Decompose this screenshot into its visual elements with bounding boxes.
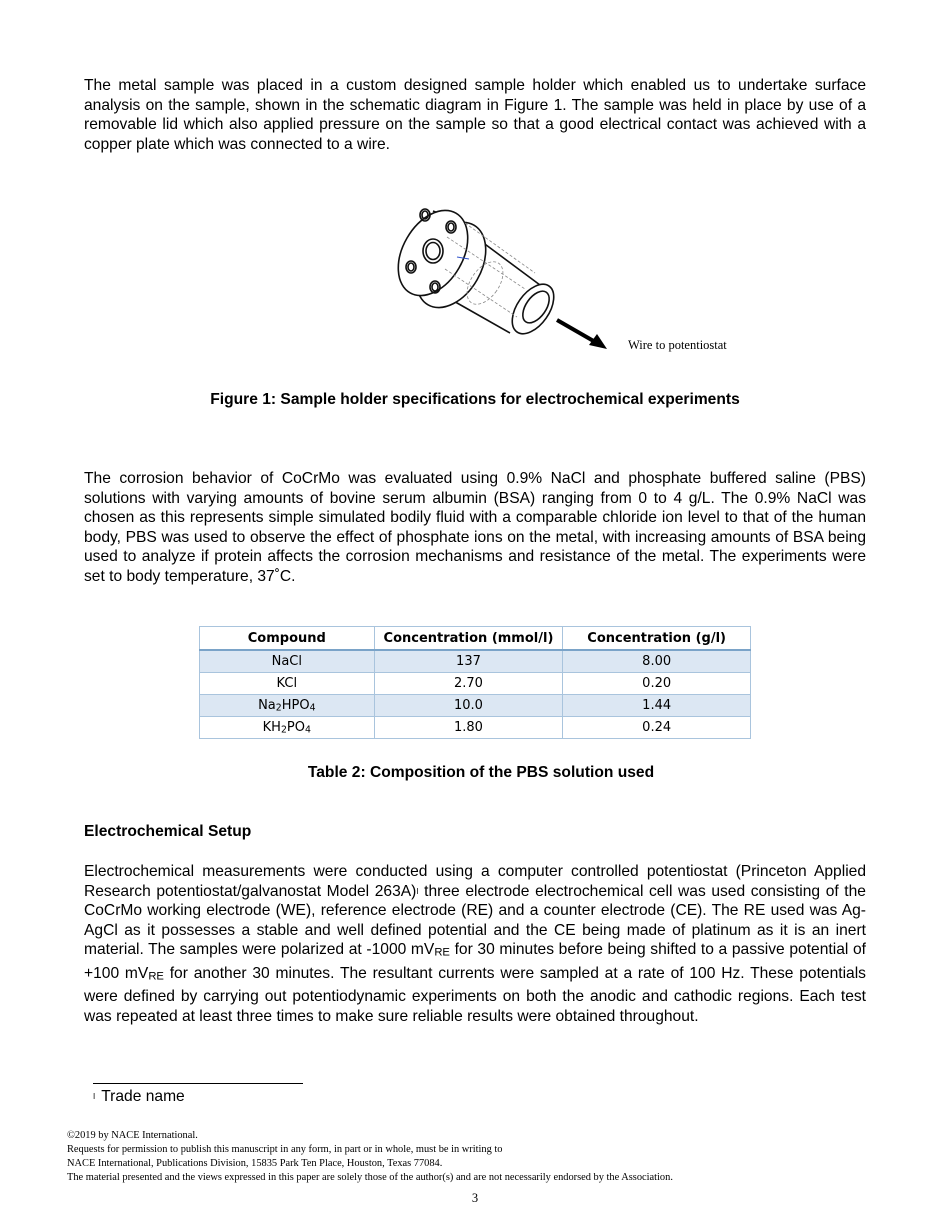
footnote-divider	[93, 1083, 303, 1084]
header-mmol: Concentration (mmol/l)	[374, 627, 563, 651]
cell-mmol: 10.0	[374, 695, 563, 717]
table-row	[200, 695, 751, 717]
cell-gl: 1.44	[563, 695, 751, 717]
cell-compound: Na2HPO4	[200, 695, 375, 717]
cell-compound: KH2PO4	[200, 717, 375, 739]
setup-paragraph: Electrochemical measurements were conducted using a computer controlled potentiostat (Princeton Applied Research potentiostat/galvanostat Model 263A)I three electrode electrochemical cell was used consisting of the CoCrMo working electrode (WE), reference electrode (RE) and a counter electrode (CE). The RE used was Ag-AgCl as it possesses a stable and well defined potential and the CE being made of platinum as it is an inert material. The samples were polarized at -1000 mVRE for 30 minutes before being shifted to a passive potential of +100 mVRE for another 30 minutes. The resultant currents were sampled at a rate of 100 Hz. These potentials were defined by carrying out potentiodynamic experiments on both the anodic and cathodic regions. Each test was repeated at least three times to make sure reliable results were obtained throughout.	[84, 863, 866, 1025]
figure-annotation: Wire to potentiostat	[628, 338, 727, 352]
cell-gl: 8.00	[563, 650, 751, 673]
header-gl: Concentration (g/l)	[563, 627, 751, 651]
pbs-composition-table	[199, 626, 751, 739]
cell-mmol: 2.70	[374, 673, 563, 695]
table-row	[200, 717, 751, 739]
figure-caption: Figure 1: Sample holder specifications for electrochemical experiments	[210, 391, 740, 408]
table-caption: Table 2: Composition of the PBS solution used	[307, 764, 655, 781]
page-number: 3	[471, 1191, 479, 1205]
header-compound: Compound	[200, 627, 375, 651]
cell-gl: 0.24	[563, 717, 751, 739]
footnote: I Trade name	[93, 1088, 185, 1105]
cell-compound: NaCl	[200, 650, 375, 673]
table-row	[200, 650, 751, 673]
cell-mmol: 1.80	[374, 717, 563, 739]
section-heading: Electrochemical Setup	[84, 823, 252, 840]
cell-compound: KCl	[200, 673, 375, 695]
table-row	[200, 673, 751, 695]
copyright-notice: ©2019 by NACE International. Requests for permission to publish this manuscript in any form, in part or in whole, must be in writing to NACE International, Publications Division, 15835 Park Ten Place, Houston, Texas 77084. The material presented and the views expressed in this paper are solely those of the author(s) and are not necessarily endorsed by the Association.	[67, 1130, 673, 1183]
intro-paragraph: The metal sample was placed in a custom designed sample holder which enabled us to undertake surface analysis on the sample, shown in the schematic diagram in Figure 1. The sample was held in place by use of a removable lid which also applied pressure on the sample so that a good electrical contact was achieved with a copper plate which was connected to a wire.	[84, 77, 866, 153]
cell-mmol: 137	[374, 650, 563, 673]
table-header-row	[200, 627, 751, 651]
cell-gl: 0.20	[563, 673, 751, 695]
corrosion-paragraph: The corrosion behavior of CoCrMo was evaluated using 0.9% NaCl and phosphate buffered saline (PBS) solutions with varying amounts of bovine serum albumin (BSA) ranging from 0 to 4 g/L. The 0.9% NaCl was chosen as this represents simple simulated bodily fluid with a comparable chloride ion level to that of the human body, PBS was used to observe the effect of phosphate ions on the metal, with increasing amounts of BSA being used to analyze if protein affects the corrosion mechanisms and resistance of the metal. The experiments were set to body temperature, 37˚C.	[84, 470, 866, 585]
